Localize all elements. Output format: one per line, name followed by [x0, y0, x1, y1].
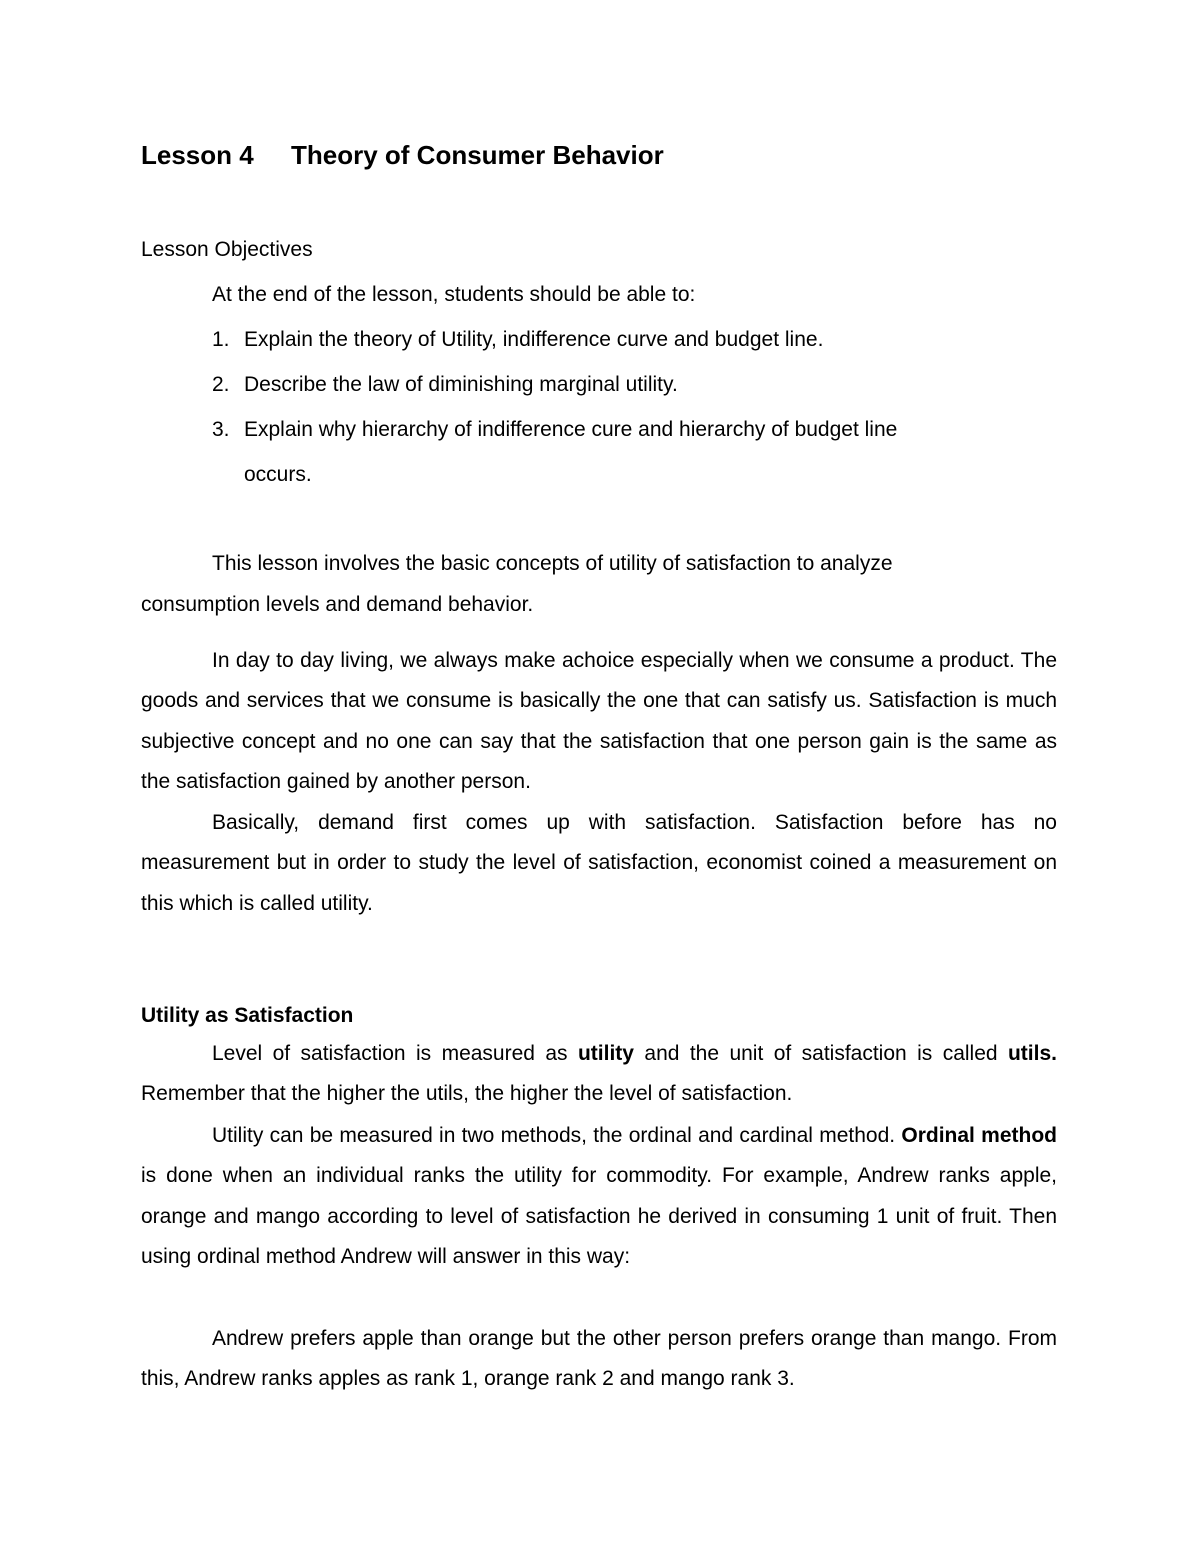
- objective-number: 3.: [212, 418, 230, 441]
- objective-text: Explain why hierarchy of indifference cure and hierarchy of budget line: [244, 418, 898, 441]
- section-heading: Utility as Satisfaction: [141, 1004, 354, 1027]
- text-run: is done when an individual ranks the utility for commodity. For example, Andrew ranks apple, orange and mango according to level of satisfaction he derived in consuming 1 unit of fruit. Then using ordinal method Andrew will answer in this way:: [141, 1164, 1057, 1269]
- lesson-number: Lesson 4: [141, 140, 254, 170]
- objective-number: 1.: [212, 328, 230, 351]
- bold-term-utils: utils.: [1007, 1042, 1057, 1065]
- utility-paragraph: [141, 1034, 1057, 1115]
- objective-text-continuation: occurs.: [244, 463, 312, 486]
- utility-paragraph: Andrew prefers apple than orange but the other person prefers orange than mango. From this, Andrew ranks apples as rank 1, orange rank 2 and mango rank 3.: [141, 1327, 1057, 1391]
- bold-term-utility: utility: [577, 1042, 634, 1065]
- lesson-title: Theory of Consumer Behavior: [291, 140, 664, 170]
- objectives-heading: Lesson Objectives: [141, 238, 313, 261]
- objective-text: Describe the law of diminishing marginal utility.: [244, 373, 678, 396]
- intro-paragraph-line: This lesson involves the basic concepts of utility of satisfaction to analyze: [212, 552, 893, 575]
- text-run: Remember that the higher the utils, the higher the level of satisfaction.: [141, 1082, 793, 1106]
- intro-paragraph: Basically, demand first comes up with satisfaction. Satisfaction before has no measurement but in order to study the level of satisfaction, economist coined a measurement on this which is called utility.: [141, 811, 1057, 915]
- objectives-intro: At the end of the lesson, students should be able to:: [212, 283, 696, 306]
- objective-number: 2.: [212, 373, 230, 396]
- objective-text: Explain the theory of Utility, indifference curve and budget line.: [244, 328, 824, 351]
- utility-paragraph: [141, 1116, 1057, 1278]
- intro-paragraph-line: consumption levels and demand behavior.: [141, 593, 534, 616]
- text-run: Level of satisfaction is measured as: [212, 1042, 578, 1065]
- text-run: Utility can be measured in two methods, the ordinal and cardinal method.: [212, 1124, 902, 1147]
- intro-paragraph: In day to day living, we always make achoice especially when we consume a product. The goods and services that we consume is basically the one that can satisfy us. Satisfaction is much subjective concept and no one can say that the satisfaction that one person gain is the same as the satisfaction gained by another person.: [141, 649, 1057, 794]
- text-run: and the unit of satisfaction is called: [633, 1042, 1008, 1065]
- bold-term-ordinal-method: Ordinal method: [901, 1124, 1057, 1147]
